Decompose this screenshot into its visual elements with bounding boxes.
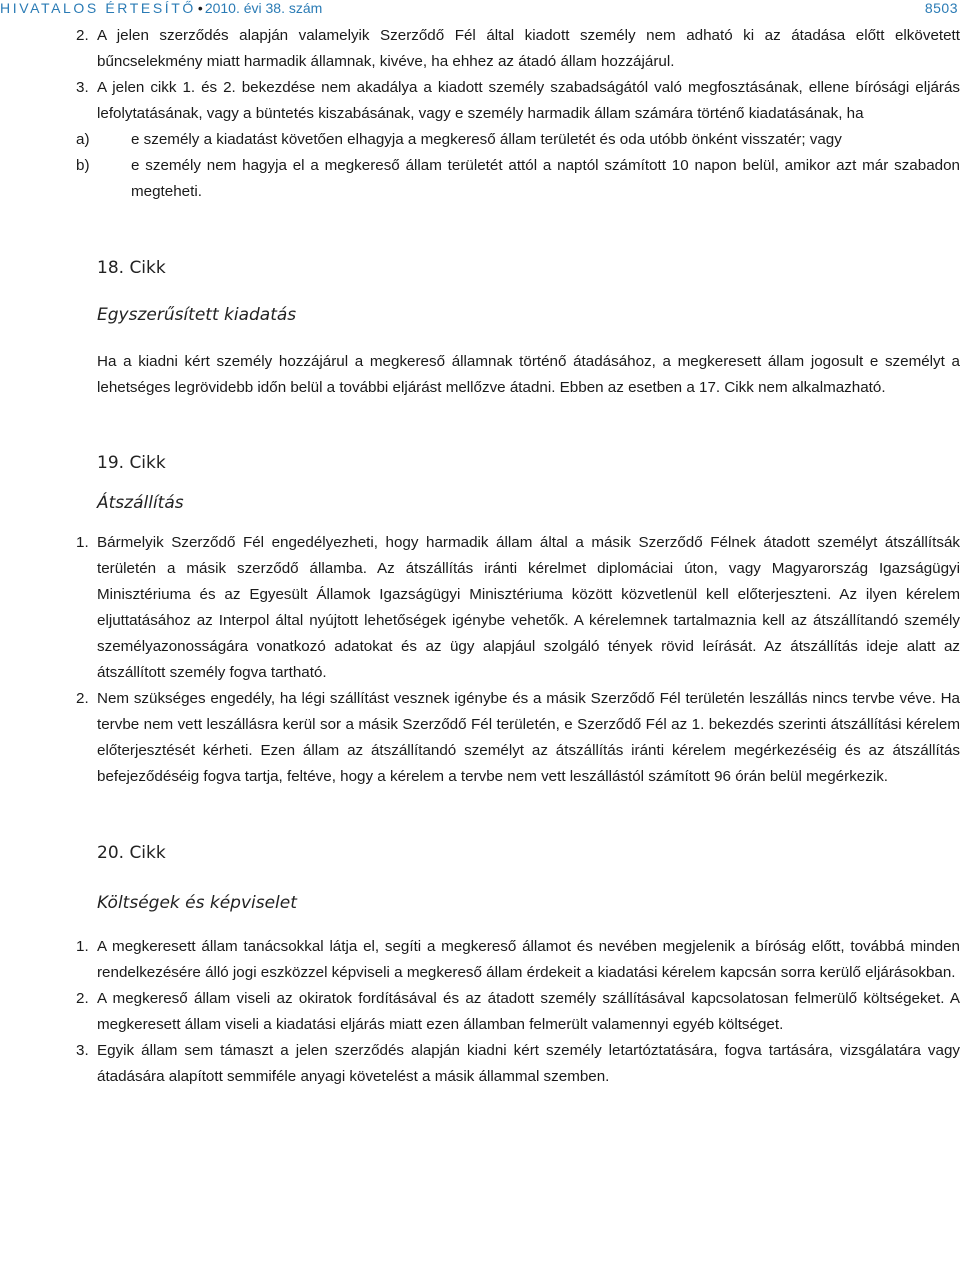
page-number: 8503 [924, 0, 958, 16]
item-number: 1. [76, 534, 89, 551]
art20-item-3 [76, 1038, 960, 1090]
art20-item-2 [76, 986, 960, 1038]
art19-title: Átszállítás [97, 493, 184, 513]
item-number: 3. [76, 1042, 89, 1059]
item-text: A jelen szerződés alapján valamelyik Szerződő Fél által kiadott személy nem adható ki az átadása előtt elkövetett bűncselekmény miatt harmadik államnak, kivéve, ha ehhez az átadó állam hozzájárul. [97, 27, 960, 70]
art18-number: 18. Cikk [97, 258, 166, 278]
item-text: A megkeresett állam tanácsokkal látja el, segíti a megkereső államot és nevében megjelenik a bíróság előtt, továbbá minden rendelkezésére álló jogi eszközzel képviseli a megkereső állam érdekeit a kiadatási kérelem kapcsán sorra kerülő eljárásokban. [97, 938, 960, 981]
art18-title: Egyszerűsített kiadatás [97, 305, 297, 325]
art18-text: Ha a kiadni kért személy hozzájárul a megkereső államnak történő átadásához, a megkeresett állam jogosult e személyt a lehetséges legrövidebb időn belül a további eljárást mellőzve átadni. Ebben az esetben a 17. Cikk nem alkalmazható. [97, 353, 960, 396]
item-text: A megkereső állam viseli az okiratok fordításával és az átadott személy szállításával kapcsolatosan felmerülő költségeket. A megkeresett állam viseli a kiadatási eljárás miatt ezen államban felmerült valamennyi egyéb költséget. [97, 990, 960, 1033]
art17-sub-b [76, 153, 960, 205]
art17-item-2 [76, 23, 960, 75]
item-text: Egyik állam sem támaszt a jelen szerződés alapján kiadni kért személy letartóztatására, fogva tartására, vizsgálatára vagy átadására alapított semmiféle anyagi követelést a másik állammal szemben. [97, 1042, 960, 1085]
page-header [0, 0, 960, 16]
art20-item-1 [76, 934, 960, 986]
item-number: 3. [76, 79, 89, 96]
issue-date: 2010. évi 38. szám [204, 0, 323, 16]
separator-dot: • [197, 0, 203, 16]
art19-item-2 [76, 686, 960, 790]
art19-number: 19. Cikk [97, 453, 166, 473]
sub-item-letter: b) [76, 157, 90, 174]
art17-sub-a [76, 127, 960, 153]
journal-title-line [0, 0, 322, 16]
item-number: 1. [76, 938, 89, 955]
art19-item-1 [76, 530, 960, 686]
item-text: A jelen cikk 1. és 2. bekezdése nem akadálya a kiadott személy szabadságától való megfosztásának, ellene bírósági eljárás lefolytatásának, vagy a büntetés kiszabásának, vagy e személy harmadik állam számára történő kiadatásának, ha [97, 79, 960, 122]
page-content [76, 23, 960, 1090]
item-text: Bármelyik Szerződő Fél engedélyezheti, hogy harmadik állam által a másik Szerződő Félnek átadott személyt átszállítsák területén a másik szerződő államba. Az átszállítás iránti kérelmet diplomáciai úton, vagy Magyarország Igazságügyi Minisztériuma és az Egyesült Államok Igazságügyi Minisztériuma között közvetlenül kell előterjeszteni. Az ilyen kérelem eljuttatásához az Interpol által nyújtott lehetőségek igénybe vehetők. A kérelemnek tartalmaznia kell az átszállítandó személy személyazonosságára vonatkozó adatokat és az ügy alapjául szolgáló tények rövid leírását. Az átszállítás ideje alatt az átszállított személy fogva tartható. [97, 534, 960, 681]
sub-item-letter: a) [76, 131, 90, 148]
art20-number: 20. Cikk [97, 843, 166, 863]
art20-title: Költségek és képviselet [97, 893, 297, 913]
art17-item-3 [76, 75, 960, 127]
sub-item-text: e személy a kiadatást követően elhagyja a megkereső állam területét és oda utóbb önként visszatér; vagy [131, 131, 842, 148]
item-number: 2. [76, 990, 89, 1007]
item-number: 2. [76, 27, 89, 44]
item-number: 2. [76, 690, 89, 707]
item-text: Nem szükséges engedély, ha légi szállítást vesznek igénybe és a másik Szerződő Fél területén leszállás nincs tervbe véve. Ha tervbe nem vett leszállásra kerül sor a másik Szerződő Fél területén, e Szerződő Fél az 1. bekezdés szerinti átszállítási kérelem előterjesztését kérheti. Ezen állam az átszállítandó személyt az átszállítás iránti kérelem megérkezéséig és az átszállítás befejeződéséig fogva tartja, feltéve, hogy a kérelem a tervbe nem vett leszállástól számított 96 órán belül megérkezik. [97, 690, 960, 785]
journal-name: HIVATALOS ÉRTESÍTŐ [0, 0, 196, 16]
sub-item-text: e személy nem hagyja el a megkereső állam területét attól a naptól számított 10 napon belül, amikor azt már szabadon megteheti. [131, 157, 960, 200]
